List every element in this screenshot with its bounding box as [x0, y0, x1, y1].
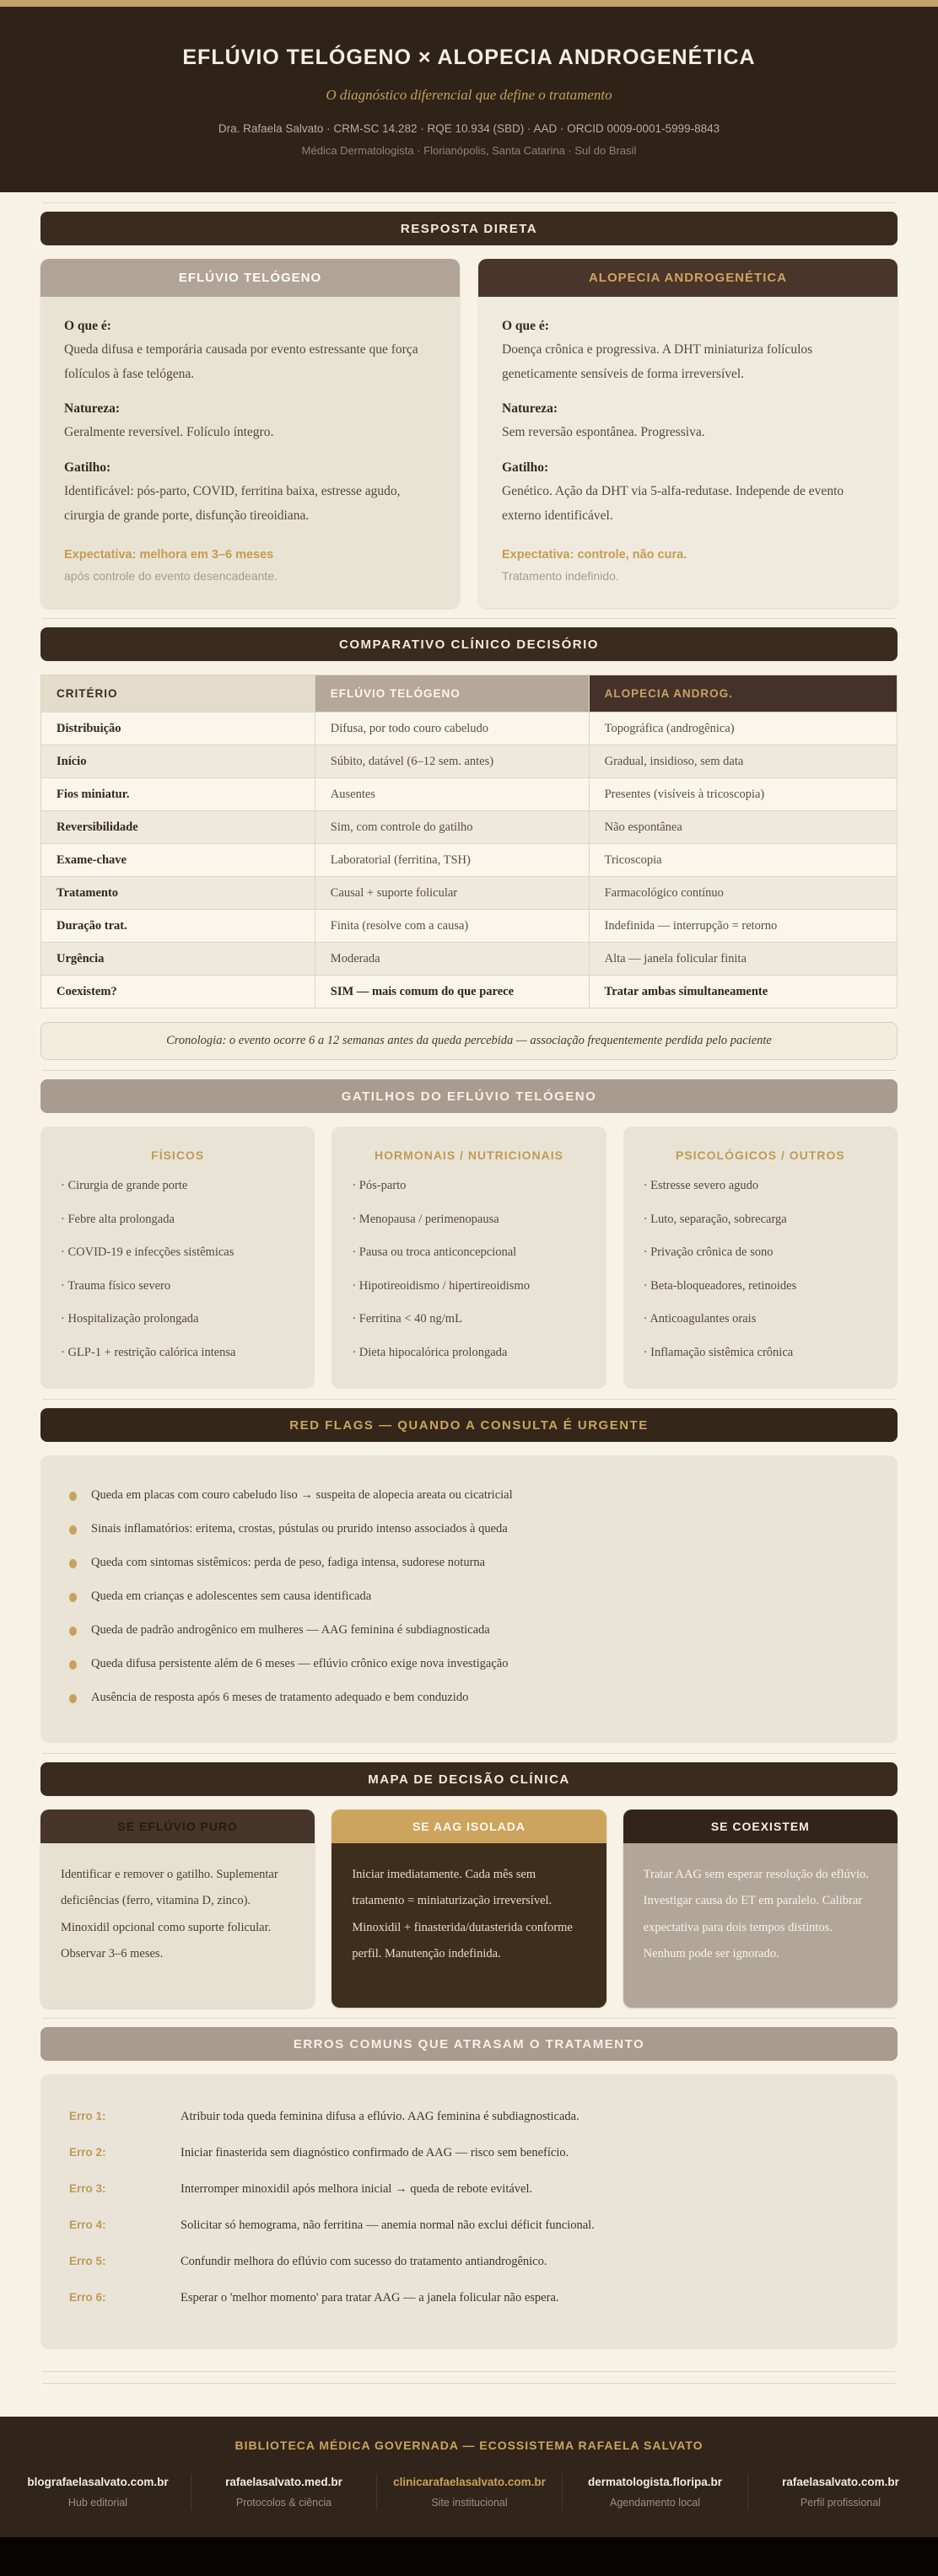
table-row	[41, 745, 898, 778]
column-header-criterio: CRITÉRIO	[41, 675, 315, 713]
column-header-alopecia: ALOPECIA ANDROG.	[589, 675, 897, 713]
cell-criterio: Tratamento	[41, 877, 315, 910]
expectation-note: após controle do evento desencadeante.	[64, 569, 278, 583]
cell-alopecia: Tricoscopia	[589, 844, 897, 877]
column-header-efluvio: EFLÚVIO TELÓGENO	[315, 675, 589, 713]
cell-alopecia: Farmacológico contínuo	[589, 877, 897, 910]
bullet-dot-icon	[69, 1694, 77, 1703]
footer-link-blog[interactable]	[5, 2474, 191, 2510]
cell-criterio: Urgência	[41, 943, 315, 976]
document-body	[40, 202, 898, 2417]
bullet-dot-icon	[69, 1525, 77, 1535]
footer-domain[interactable]: rafaelasalvato.med.br	[225, 2476, 342, 2489]
cell-efluvio: Finita (resolve com a causa)	[315, 910, 589, 943]
author-location: Médica Dermatologista · Florianópolis, Santa Catarina · Sul do Brasil	[301, 144, 637, 157]
resposta-cards	[40, 259, 898, 608]
error-label: Erro 4:	[69, 2218, 106, 2232]
table-row	[41, 877, 898, 910]
cell-alopecia: Gradual, insidioso, sem data	[589, 745, 897, 778]
cell-alopecia: Tratar ambas simultaneamente	[589, 976, 897, 1008]
field-text: Genético. Ação da DHT via 5-alfa-redutase. Independe de evento externo identificável.	[502, 484, 844, 523]
field-label: O que é:	[502, 319, 549, 333]
red-flag-text: Sinais inflamatórios: eritema, crostas, pústulas ou prurido intenso associados à queda	[91, 1522, 508, 1536]
cell-criterio: Duração trat.	[41, 910, 315, 943]
cell-efluvio: Laboratorial (ferritina, TSH)	[315, 844, 589, 877]
error-text: Iniciar finasterida sem diagnóstico confirmado de AAG — risco sem benefício.	[181, 2146, 569, 2160]
field-label: Natureza:	[64, 401, 120, 417]
cell-efluvio: Súbito, datável (6–12 sem. antes)	[315, 745, 589, 778]
cell-efluvio: Ausentes	[315, 778, 589, 811]
divider-line	[42, 2371, 896, 2372]
table-header-row	[41, 675, 898, 713]
footer-title: BIBLIOTECA MÉDICA GOVERNADA — ECOSSISTEMA RAFAELA SALVATO	[234, 2439, 704, 2453]
section-banner-resposta-direta: RESPOSTA DIRETA	[40, 212, 898, 245]
error-label: Erro 3:	[69, 2182, 106, 2196]
list-item: · Cirurgia de grande porte	[61, 1176, 294, 1195]
section-banner-comparativo: COMPARATIVO CLÍNICO DECISÓRIO	[40, 627, 898, 661]
section-divider	[42, 618, 896, 619]
cell-criterio: Distribuição	[41, 713, 315, 745]
cell-efluvio: Causal + suporte folicular	[315, 877, 589, 910]
card-efluvio-title: EFLÚVIO TELÓGENO	[40, 259, 460, 297]
footer-link-label: Site institucional	[431, 2497, 508, 2509]
table-row-coexistem	[41, 976, 898, 1008]
error-row	[69, 2255, 869, 2269]
decision-card-body: Iniciar imediatamente. Cada mês sem tratamento = miniaturização irreversível. Minoxidil + finasterida/dutasterida conforme perfil. Manutenção indefinida.	[332, 1843, 606, 2008]
cell-criterio: Início	[41, 745, 315, 778]
footer-links	[0, 2474, 938, 2537]
decision-cards	[40, 1810, 898, 2008]
section-banner-erros: ERROS COMUNS QUE ATRASAM O TRATAMENTO	[40, 2027, 898, 2061]
red-flag-item	[69, 1522, 869, 1536]
section-divider	[42, 1070, 896, 1071]
trigger-cards	[40, 1127, 898, 1389]
expectation-highlight: Expectativa: melhora em 3–6 meses	[64, 548, 274, 562]
footer-domain[interactable]: blografaelasalvato.com.br	[27, 2476, 169, 2489]
list-item: · COVID-19 e infecções sistêmicas	[61, 1243, 294, 1261]
field-text: Queda difusa e temporária causada por evento estressante que força folículos à fase telógena.	[64, 342, 418, 381]
section-divider	[42, 202, 896, 203]
error-text: Confundir melhora do eflúvio com sucesso do tratamento antiandrogênico.	[181, 2255, 547, 2269]
trigger-card-title: HORMONAIS / NUTRICIONAIS	[375, 1148, 563, 1163]
list-item: · GLP-1 + restrição calórica intensa	[61, 1343, 294, 1362]
footer-link-perfil[interactable]	[747, 2474, 933, 2510]
errors-box	[40, 2074, 898, 2349]
error-row	[69, 2110, 869, 2124]
list-item: · Luto, separação, sobrecarga	[644, 1210, 877, 1229]
decision-card-body: Identificar e remover o gatilho. Suplementar deficiências (ferro, vitamina D, zinco). Minoxidil opcional como suporte folicular. Observar 3–6 meses.	[40, 1843, 315, 2008]
card-alopecia-body	[478, 297, 898, 608]
trigger-card-hormonais	[332, 1127, 606, 1389]
error-row	[69, 2291, 869, 2305]
card-efluvio-telogeno	[40, 259, 460, 608]
field-label: Gatilho:	[502, 460, 549, 476]
cell-alopecia: Indefinida — interrupção = retorno	[589, 910, 897, 943]
red-flag-text: Queda em placas com couro cabeludo liso → suspeita de alopecia areata ou cicatricial	[91, 1488, 513, 1503]
error-label: Erro 5:	[69, 2255, 106, 2268]
cell-alopecia: Alta — janela folicular finita	[589, 943, 897, 976]
decision-card-title: SE AAG ISOLADA	[332, 1810, 606, 1843]
footer-link-label: Agendamento local	[609, 2497, 701, 2509]
decision-card-efluvio-puro	[40, 1810, 315, 2008]
list-item: · Menopausa / perimenopausa	[352, 1210, 585, 1229]
table-row	[41, 844, 898, 877]
red-flag-item	[69, 1488, 869, 1503]
page-subtitle: O diagnóstico diferencial que define o tratamento	[326, 87, 612, 103]
bullet-dot-icon	[69, 1660, 77, 1670]
footer-link-dermatologista[interactable]	[562, 2474, 747, 2510]
table-row	[41, 778, 898, 811]
red-flag-item	[69, 1657, 869, 1671]
red-flag-text: Queda em crianças e adolescentes sem causa identificada	[91, 1589, 372, 1604]
footer-link-clinica[interactable]	[376, 2474, 562, 2510]
red-flag-item	[69, 1623, 869, 1638]
section-banner-mapa-decisao: MAPA DE DECISÃO CLÍNICA	[40, 1762, 898, 1796]
divider-line	[42, 2383, 896, 2384]
expectation-note: Tratamento indefinido.	[502, 569, 619, 583]
error-row	[69, 2218, 869, 2233]
footer-link-label: Hub editorial	[67, 2497, 128, 2509]
error-text: Interromper minoxidil após melhora inicial → queda de rebote evitável.	[181, 2182, 533, 2197]
cell-alopecia: Presentes (visíveis à tricoscopia)	[589, 778, 897, 811]
trigger-card-title: FÍSICOS	[151, 1148, 205, 1163]
footer-link-med[interactable]	[191, 2474, 376, 2510]
decision-card-coexistem	[623, 1810, 898, 2008]
list-item: · Beta-bloqueadores, retinoides	[644, 1277, 877, 1295]
list-item: · Hipotireoidismo / hipertireoidismo	[352, 1277, 585, 1295]
footer-domain[interactable]: rafaelasalvato.com.br	[782, 2476, 899, 2489]
author-credentials: Dra. Rafaela Salvato · CRM-SC 14.282 · RQE 10.934 (SBD) · AAD · ORCID 0009-0001-5999-8843	[218, 122, 720, 135]
red-flag-item	[69, 1556, 869, 1570]
decision-card-aag-isolada	[332, 1810, 606, 2008]
error-text: Atribuir toda queda feminina difusa a eflúvio. AAG feminina é subdiagnosticada.	[181, 2110, 580, 2124]
red-flags-box	[40, 1455, 898, 1743]
decision-card-title: SE COEXISTEM	[623, 1810, 898, 1843]
card-alopecia-title: ALOPECIA ANDROGENÉTICA	[478, 259, 898, 297]
top-accent-bar	[0, 0, 938, 7]
bullet-dot-icon	[69, 1627, 77, 1636]
trigger-card-psicologicos	[623, 1127, 898, 1389]
cell-criterio: Fios miniatur.	[41, 778, 315, 811]
red-flag-text: Queda de padrão androgênico em mulheres — AAG feminina é subdiagnosticada	[91, 1623, 490, 1638]
red-flag-item	[69, 1589, 869, 1604]
error-label: Erro 1:	[69, 2110, 106, 2123]
cell-efluvio: SIM — mais comum do que parece	[315, 976, 589, 1008]
red-flag-item	[69, 1691, 869, 1705]
field-label: Natureza:	[502, 401, 558, 417]
cell-alopecia: Topográfica (androgênica)	[589, 713, 897, 745]
chronology-note: Cronologia: o evento ocorre 6 a 12 semanas antes da queda percebida — associação frequentemente perdida pelo paciente	[40, 1022, 898, 1060]
list-item: · Privação crônica de sono	[644, 1243, 877, 1261]
field-text: Sem reversão espontânea. Progressiva.	[502, 425, 705, 440]
cell-criterio: Exame-chave	[41, 844, 315, 877]
list-item: · Dieta hipocalórica prolongada	[352, 1343, 585, 1362]
bullet-dot-icon	[69, 1559, 77, 1568]
error-text: Solicitar só hemograma, não ferritina — anemia normal não exclui déficit funcional.	[181, 2218, 595, 2233]
red-flag-text: Queda difusa persistente além de 6 meses — eflúvio crônico exige nova investigação	[91, 1657, 509, 1671]
red-flag-text: Queda com sintomas sistêmicos: perda de peso, fadiga intensa, sudorese noturna	[91, 1556, 486, 1570]
cell-criterio: Coexistem?	[41, 976, 315, 1008]
footer-domain[interactable]: clinicarafaelasalvato.com.br	[393, 2476, 546, 2489]
footer-link-label: Perfil profissional	[800, 2497, 881, 2509]
error-label: Erro 6:	[69, 2291, 106, 2304]
section-divider	[42, 1399, 896, 1400]
list-item: · Hospitalização prolongada	[61, 1310, 294, 1328]
cell-efluvio: Sim, com controle do gatilho	[315, 811, 589, 844]
error-label: Erro 2:	[69, 2146, 106, 2159]
table-row	[41, 713, 898, 745]
list-item: · Anticoagulantes orais	[644, 1310, 877, 1328]
section-banner-gatilhos: GATILHOS DO EFLÚVIO TELÓGENO	[40, 1079, 898, 1113]
section-divider	[42, 1753, 896, 1754]
table-row	[41, 910, 898, 943]
cell-criterio: Reversibilidade	[41, 811, 315, 844]
cell-efluvio: Moderada	[315, 943, 589, 976]
page-header	[0, 7, 938, 192]
list-item: · Inflamação sistêmica crônica	[644, 1343, 877, 1362]
trigger-card-title: PSICOLÓGICOS / OUTROS	[675, 1148, 845, 1163]
field-label: Gatilho:	[64, 460, 111, 476]
list-item: · Febre alta prolongada	[61, 1210, 294, 1229]
card-alopecia-androgenetica	[478, 259, 898, 608]
error-row	[69, 2182, 869, 2197]
field-text: Geralmente reversível. Folículo íntegro.	[64, 425, 274, 440]
footer-link-label: Protocolos & ciência	[235, 2497, 332, 2509]
bullet-dot-icon	[69, 1492, 77, 1501]
section-banner-red-flags: RED FLAGS — QUANDO A CONSULTA É URGENTE	[40, 1408, 898, 1442]
pre-footer-dividers	[40, 2371, 898, 2384]
field-text: Doença crônica e progressiva. A DHT miniaturiza folículos geneticamente sensíveis de forma irreversível.	[502, 342, 813, 381]
card-efluvio-body	[40, 297, 460, 608]
page-title: EFLÚVIO TELÓGENO × ALOPECIA ANDROGENÉTICA	[182, 46, 756, 69]
page-footer	[0, 2417, 938, 2576]
field-text: Identificável: pós-parto, COVID, ferritina baixa, estresse agudo, cirurgia de grande porte, disfunção tireoidiana.	[64, 484, 401, 523]
field-label: O que é:	[64, 319, 111, 333]
comparative-table	[40, 675, 898, 1008]
decision-card-body: Tratar AAG sem esperar resolução do eflúvio. Investigar causa do ET em paralelo. Calibrar expectativa para dois tempos distintos. Nenhum pode ser ignorado.	[623, 1843, 898, 2008]
list-item: · Estresse severo agudo	[644, 1176, 877, 1195]
red-flag-text: Ausência de resposta após 6 meses de tratamento adequado e bem conduzido	[91, 1691, 469, 1705]
section-divider	[42, 2018, 896, 2019]
footer-domain[interactable]: dermatologista.floripa.br	[587, 2476, 723, 2489]
error-text: Esperar o 'melhor momento' para tratar AAG — a janela folicular não espera.	[181, 2291, 559, 2305]
list-item: · Pausa ou troca anticoncepcional	[352, 1243, 585, 1261]
table-row	[41, 811, 898, 844]
bottom-black-strip	[0, 2537, 938, 2576]
expectation-highlight: Expectativa: controle, não cura.	[502, 548, 687, 562]
list-item: · Ferritina < 40 ng/mL	[352, 1310, 585, 1328]
list-item: · Pós-parto	[352, 1176, 585, 1195]
table-row	[41, 943, 898, 976]
trigger-card-fisicos	[40, 1127, 315, 1389]
bullet-dot-icon	[69, 1593, 77, 1602]
cell-efluvio: Difusa, por todo couro cabeludo	[315, 713, 589, 745]
cell-alopecia: Não espontânea	[589, 811, 897, 844]
decision-card-title: SE EFLÚVIO PURO	[40, 1810, 315, 1843]
list-item: · Trauma físico severo	[61, 1277, 294, 1295]
